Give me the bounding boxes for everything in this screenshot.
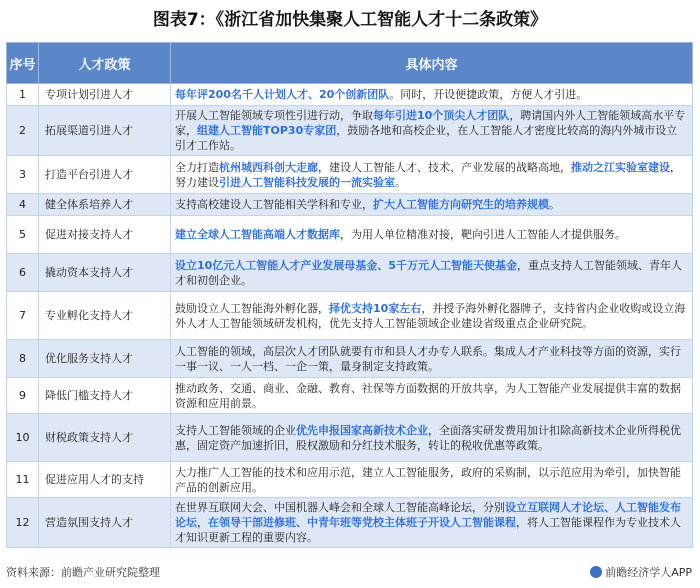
row-number: 5 xyxy=(7,216,39,254)
content-text: ，为用人单位精准对接，靶向引进人工智能人才提供服务。 xyxy=(340,228,626,241)
content-text: ，鼓励各地和高校企业，在人工智能人才密度比较高的海内外城市设立引才工作站。 xyxy=(175,124,678,152)
row-policy: 健全体系培养人才 xyxy=(39,194,171,216)
table-row xyxy=(7,462,693,498)
footer xyxy=(6,564,692,582)
content-text: 支持人工智能领域的企业 xyxy=(175,423,296,437)
highlight-text: 扩大人工智能方向研究生的培养规模 xyxy=(373,198,549,211)
highlight-text: 杭州城西科创大走廊 xyxy=(219,160,318,174)
source-note: 资料来源：前瞻产业研究院整理 xyxy=(6,566,160,579)
highlight-text: 每年引进10个顶尖人才团队 xyxy=(373,109,510,122)
row-number: 9 xyxy=(7,378,39,414)
content-text: ，努力建设 xyxy=(175,160,681,189)
table-row xyxy=(7,498,693,548)
content-text: ，聘请国内外人工智能领域高水平专家， xyxy=(175,109,686,137)
row-policy: 打造平台引进人才 xyxy=(39,156,171,194)
row-content xyxy=(171,340,693,378)
content-text: 。 xyxy=(549,198,560,211)
row-number: 8 xyxy=(7,340,39,378)
content-text: ，全面落实研发费用加计扣除高新技术企业所得税优惠，固定资产加速折旧，股权激励和分红技术服务，转让的税收优惠等政策。 xyxy=(175,423,681,452)
row-policy: 优化服务支持人才 xyxy=(39,340,171,378)
content-text: 。 xyxy=(395,175,406,189)
content-text: ，重点支持人工智能领域、青年人才和初创企业。 xyxy=(175,258,682,287)
row-number: 1 xyxy=(7,84,39,106)
row-content xyxy=(171,194,693,216)
table-row xyxy=(7,292,693,340)
row-policy: 促进对接支持人才 xyxy=(39,216,171,254)
content-text: ，将人工智能课程作为专业技术人才知识更新工程的重要内容。 xyxy=(175,516,681,544)
row-content xyxy=(171,254,693,292)
table-row xyxy=(7,340,693,378)
highlight-text: 在领导干部进修班、中青年班等党校主体班子开设人工智能课程 xyxy=(208,516,516,529)
highlight-text: 组建人工智能TOP30专家团 xyxy=(197,124,337,137)
row-number: 6 xyxy=(7,254,39,292)
highlight-text: 每年评200名千人计划人才、20个创新团队 xyxy=(175,88,390,101)
content-text: ， xyxy=(197,516,208,529)
table-header-row xyxy=(7,43,693,84)
header-content: 具体内容 xyxy=(171,43,693,84)
content-text: 全力打造 xyxy=(175,160,219,174)
row-content xyxy=(171,156,693,194)
content-text: 鼓励设立人工智能海外孵化器， xyxy=(175,301,329,315)
row-content xyxy=(171,414,693,462)
table-row xyxy=(7,194,693,216)
content-text: 在世界互联网大会、中国机器人峰会和全球人工智能高峰论坛，分别 xyxy=(175,501,505,514)
table-row xyxy=(7,84,693,106)
row-policy: 促进应用人才的支持 xyxy=(39,462,171,498)
row-policy: 专项计划引进人才 xyxy=(39,84,171,106)
highlight-text: 优先申报国家高新技术企业 xyxy=(296,423,428,437)
content-text: 。同时，开设便捷政策，方便人才引进。 xyxy=(389,88,588,101)
highlight-text: 设立10亿元人工智能人才产业发展母基金、5千万元人工智能天使基金 xyxy=(175,258,517,272)
brand-label: 前瞻经济学人APP xyxy=(605,566,692,579)
row-number: 11 xyxy=(7,462,39,498)
table-row xyxy=(7,254,693,292)
row-policy: 营造氛围支持人才 xyxy=(39,498,171,548)
table-row xyxy=(7,216,693,254)
content-text: ，建设人工智能人才、技术、产业发展的战略高地， xyxy=(318,160,571,174)
row-content xyxy=(171,106,693,156)
row-content xyxy=(171,498,693,548)
header-policy: 人才政策 xyxy=(39,43,171,84)
content-text: 大力推广人工智能的技术和应用示范，建立人工智能服务，政府的采购制，以示范应用为牵引，加快智能产品的创新应用。 xyxy=(175,465,681,494)
table-row xyxy=(7,414,693,462)
content-text: ，并授予海外孵化器牌子，支持省内企业收购或设立海外人才人工智能领域研发机构，优先支持人工智能领域企业建设省级重点企业研究院。 xyxy=(175,301,686,330)
row-content xyxy=(171,84,693,106)
content-text: 支持高校建设人工智能相关学科和专业， xyxy=(175,198,373,211)
row-number: 2 xyxy=(7,106,39,156)
row-content xyxy=(171,378,693,414)
highlight-text: 择优支持10家左右 xyxy=(329,301,422,315)
header-num: 序号 xyxy=(7,43,39,84)
row-policy: 拓展渠道引进人才 xyxy=(39,106,171,156)
table-row xyxy=(7,156,693,194)
row-number: 4 xyxy=(7,194,39,216)
policy-table xyxy=(6,42,693,548)
row-number: 7 xyxy=(7,292,39,340)
content-text: 开展人工智能领域专项性引进行动，争取 xyxy=(175,109,373,122)
table-row xyxy=(7,378,693,414)
row-content xyxy=(171,216,693,254)
row-policy: 财税政策支持人才 xyxy=(39,414,171,462)
content-text: 人工智能的领域，高层次人才团队就要有市和县人才办专人联系。集成人才产业科技等方面的资源，实行一事一议、一人一档、一企一策，量身制定支持政策。 xyxy=(175,344,681,373)
row-policy: 撬动资本支持人才 xyxy=(39,254,171,292)
page-title: 图表7：《浙江省加快集聚人工智能人才十二条政策》 xyxy=(152,10,548,30)
row-content xyxy=(171,292,693,340)
row-number: 10 xyxy=(7,414,39,462)
brand xyxy=(590,564,692,580)
highlight-text: 推动之江实验室建设 xyxy=(571,160,670,174)
highlight-text: 建立全球人工智能高端人才数据库 xyxy=(175,228,340,241)
row-number: 12 xyxy=(7,498,39,548)
row-policy: 降低门槛支持人才 xyxy=(39,378,171,414)
row-content xyxy=(171,462,693,498)
row-policy: 专业孵化支持人才 xyxy=(39,292,171,340)
table-row xyxy=(7,106,693,156)
brand-logo-icon xyxy=(590,566,602,578)
content-text: 推动政务、交通、商业、金融、教育、社保等方面数据的开放共享，为人工智能产业发展提供丰富的数据资源和应用前景。 xyxy=(175,381,681,410)
highlight-text: 引进人工智能科技发展的一流实验室 xyxy=(219,175,395,189)
row-number: 3 xyxy=(7,156,39,194)
highlight-text: 设立互联网人才论坛、人工智能发布论坛 xyxy=(175,501,681,529)
